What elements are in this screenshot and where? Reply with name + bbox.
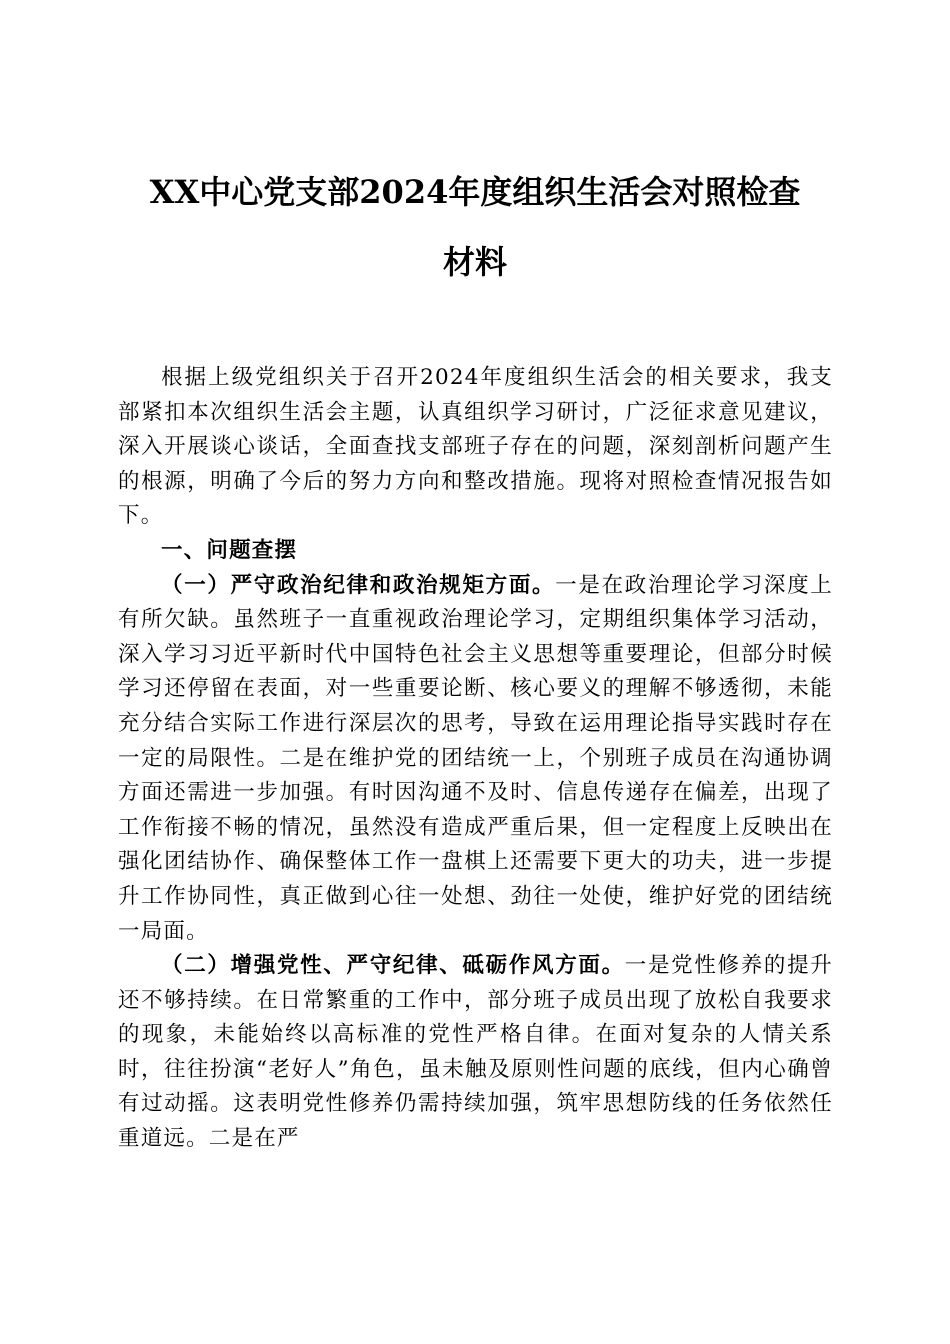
- document-title-line2: 材料: [442, 243, 507, 281]
- document-body: [118, 361, 833, 1157]
- document-title-line1: XX中心党支部2024年度组织生活会对照检查: [149, 173, 801, 211]
- part2-lead: （二）增强党性、严守纪律、砥砺作风方面。: [161, 953, 625, 979]
- part1-body: 一是在政治理论学习深度上有所欠缺。虽然班子一直重视政治理论学习，定期组织集体学习活动，深入学习习近平新时代中国特色社会主义思想等重要理论，但部分时候学习还停留在表面，对一些重要论断、核心要义的理解不够透彻，未能充分结合实际工作进行深层次的思考，导致在运用理论指导实践时存在一定的局限性。二是在维护党的团结统一上，个别班子成员在沟通协调方面还需进一步加强。有时因沟通不及时、信息传递存在偏差，出现了工作衔接不畅的情况，虽然没有造成严重后果，但一定程度上反映出在强化团结协作、确保整体工作一盘棋上还需要下更大的功夫，进一步提升工作协同性，真正做到心往一处想、劲往一处使，维护好党的团结统一局面。: [118, 572, 833, 944]
- part2-body: 一是党性修养的提升还不够持续。在日常繁重的工作中，部分班子成员出现了放松自我要求的现象，未能始终以高标准的党性严格自律。在面对复杂的人情关系时，往往扮演“老好人”角色，虽未触及原则性问题的底线，但内心确曾有过动摇。这表明党性修养仍需持续加强，筑牢思想防线的任务依然任重道远。二是在严: [118, 953, 833, 1152]
- intro-paragraph: 根据上级党组织关于召开2024年度组织生活会的相关要求，我支部紧扣本次组织生活会主题，认真组织学习研讨，广泛征求意见建议，深入开展谈心谈话，全面查找支部班子存在的问题，深刻剖析问题产生的根源，明确了今后的努力方向和整改措施。现将对照检查情况报告如下。: [118, 365, 833, 529]
- part1-lead: （一）严守政治纪律和政治规矩方面。: [161, 572, 556, 598]
- section-heading: 一、问题查摆: [161, 537, 298, 563]
- part2-paragraph: [118, 949, 833, 1157]
- part1-paragraph: [118, 569, 833, 950]
